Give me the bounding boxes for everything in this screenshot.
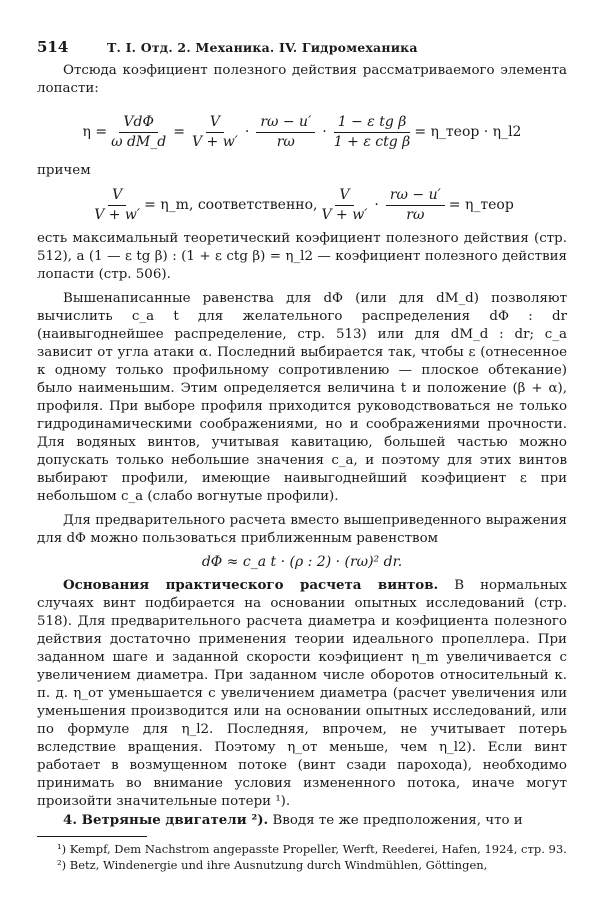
paragraph-max-efficiency: есть максимальный теоретический коэфициент полезного действия (стр. 512), а (1 — ε tg β) : (1 + ε ctg β) = η_l2 — коэфициент полезного действия лопасти (стр. 506).	[37, 231, 567, 282]
section-heading: Основания практического расчета винтов.	[63, 577, 439, 593]
running-title: Т. I. Отд. 2. Механика. IV. Гидромеханика	[107, 40, 418, 55]
equals-sign: =	[173, 124, 185, 140]
wind-engines-heading: 4. Ветряные двигатели ²).	[63, 812, 269, 828]
denominator: V + w′	[191, 133, 238, 150]
numerator: 1 − ε tg β	[334, 114, 411, 133]
paragraph-wind-engines	[37, 811, 567, 830]
wind-engines-body: Вводя те же предположения, что и	[272, 813, 523, 828]
numerator: V	[108, 187, 126, 206]
fraction-v	[192, 114, 238, 151]
fraction-romega-b	[386, 187, 445, 224]
dot-operator: ·	[374, 197, 379, 213]
formula-lhs: η =	[82, 124, 108, 140]
denominator: 1 + ε ctg β	[333, 133, 411, 150]
denominator: rω	[276, 133, 295, 150]
dot-operator: ·	[322, 124, 327, 140]
fraction-v-a	[94, 187, 140, 224]
running-header	[37, 38, 567, 62]
fraction-v-b	[322, 187, 368, 224]
numerator: V	[206, 114, 224, 133]
section-body: В нормальных случаях винт подбирается на основании опытных исследований (стр. 518). Для предварительного расчета диаметра и коэфициента полезного действия достаточно применения теории идеального пропеллера. При заданном шаге и заданной скорости коэфициент η_m увеличивается с увеличением диаметра. При заданном числе оборотов относительный к. п. д. η_от уменьшается с увеличением диаметра (расчет увеличения или уменьшения производится или на основании опытных исследований, или по формуле для η_l2. Последняя, впрочем, не учитывает потерь вследствие вращения. Поэтому η_от меньше, чем η_l2). Если винт работает в возмущенном потоке (винт сзади парохода), необходимо принимать во внимание условия измененного потока, иначе могут произойти значительные потери ¹).	[37, 578, 567, 809]
eta-m-text: = η_m, соответственно,	[144, 197, 318, 213]
fraction-tg	[334, 114, 411, 151]
efficiency-formula	[37, 102, 567, 162]
numerator: VdΦ	[119, 114, 158, 133]
formula-rhs: = η_теор · η_l2	[414, 124, 522, 140]
numerator: rω − u′	[386, 187, 445, 206]
book-page	[37, 38, 567, 873]
eta-teor-text: = η_теор	[448, 197, 514, 213]
paragraph-preliminary: Для предварительного расчета вместо вышеприведенного выражения для dΦ можно пользоваться приближенным равенством	[37, 513, 567, 546]
page-number: 514	[37, 38, 69, 56]
fraction-romega	[256, 114, 315, 151]
denominator: ω dM_d	[111, 133, 167, 150]
footnote-divider	[37, 836, 147, 837]
approx-formula-text: dΦ ≈ c_a t · (ρ : 2) · (rω)² dr.	[201, 554, 403, 570]
dot-operator: ·	[244, 124, 250, 140]
footnote-1: ¹) Kempf, Dem Nachstrom angepasste Propeller, Werft, Reederei, Hafen, 1924, стр. 93.	[57, 842, 567, 856]
fraction-dphi	[111, 114, 166, 151]
paragraph-equalities: Вышенаписанные равенства для dΦ (или для dM_d) позволяют вычислить c_a t для желательного распределения dΦ : dr (наивыгоднейшее распределение, стр. 513) или для dM_d : dr; c_a зависит от угла атаки α. Последний выбирается так, чтобы ε (отнесенное к одному только профильному сопротивлению — плоское обтекание) было наименьшим. Этим определяется величина t и положение (β + α), профиля. При выборе профиля приходится руководствоваться не только гидродинамическими соображениями, но и соображениями прочности. Для водяных винтов, учитывая кавитацию, большей частью можно допускать только небольшие значения c_a, и поэтому для этих винтов выбирают профили, имеющие наивыгоднейший коэфициент ε при небольшом c_a (слабо вогнутые профили).	[37, 291, 567, 504]
denominator: V + w′	[321, 206, 368, 223]
paragraph-prichem: причем	[37, 163, 91, 178]
footnote-2: ²) Betz, Windenergie und ihre Ausnutzung durch Windmühlen, Göttingen,	[57, 858, 488, 872]
paragraph-practical-basis	[37, 576, 567, 811]
numerator: rω − u′	[256, 114, 315, 133]
approx-formula	[37, 548, 567, 576]
numerator: V	[335, 187, 353, 206]
eta-m-formula	[37, 180, 567, 230]
denominator: rω	[406, 206, 425, 223]
denominator: V + w′	[94, 206, 141, 223]
paragraph-intro: Отсюда коэфициент полезного действия рассматриваемого элемента лопасти:	[37, 63, 567, 96]
